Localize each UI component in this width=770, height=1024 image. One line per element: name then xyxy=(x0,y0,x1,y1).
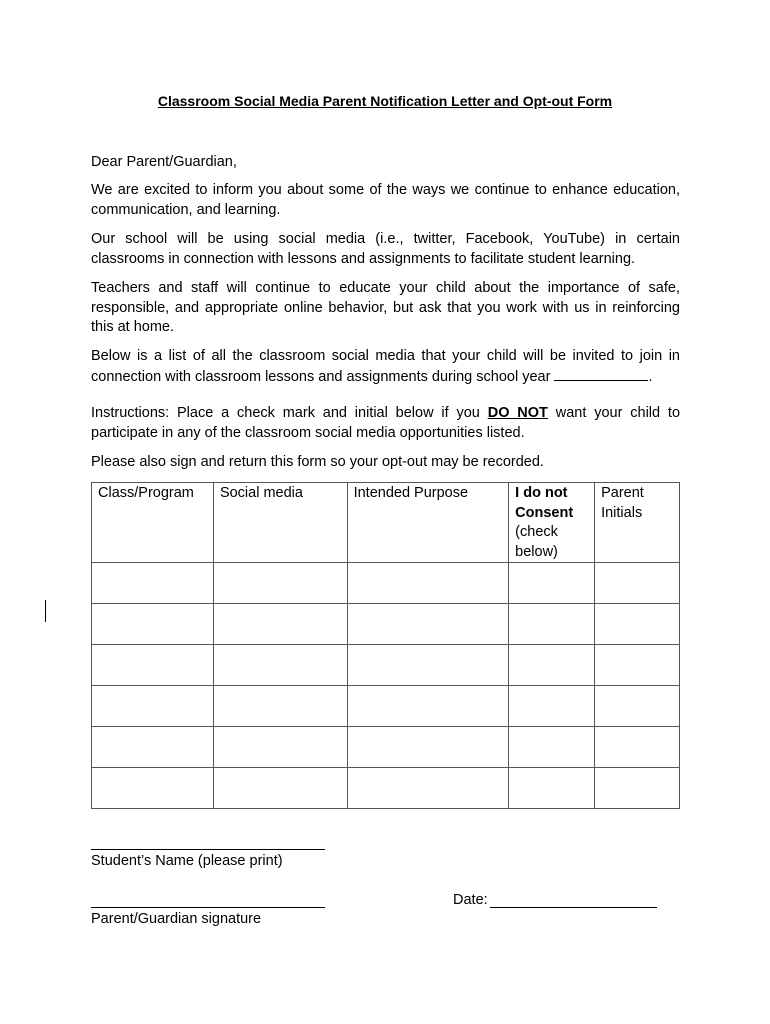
cell-intended-purpose[interactable] xyxy=(347,604,509,645)
table-row xyxy=(92,604,680,645)
cell-social-media[interactable] xyxy=(213,727,347,768)
cell-class-program[interactable] xyxy=(92,604,214,645)
cell-social-media[interactable] xyxy=(213,645,347,686)
cell-parent-initials[interactable] xyxy=(595,727,680,768)
social-media-line-1: Our school will be using social media (i.e., twitter, Facebook, YouTube) in certain xyxy=(91,231,680,247)
cell-no-consent-check[interactable] xyxy=(509,686,595,727)
cell-no-consent-check[interactable] xyxy=(509,645,595,686)
behavior-line-1: Teachers and staff will continue to educate your child about the importance of safe, xyxy=(91,280,680,296)
table-row xyxy=(92,686,680,727)
cell-social-media[interactable] xyxy=(213,768,347,809)
instructions-line-2: participate in any of the classroom social media opportunities listed. xyxy=(91,424,525,441)
cell-class-program[interactable] xyxy=(92,645,214,686)
text-cursor xyxy=(45,600,46,622)
header-parent-initials: Parent Initials xyxy=(595,483,680,563)
cell-no-consent-check[interactable] xyxy=(509,768,595,809)
cell-parent-initials[interactable] xyxy=(595,604,680,645)
instructions-line-1 xyxy=(91,404,680,424)
cell-social-media[interactable] xyxy=(213,604,347,645)
social-media-paragraph xyxy=(91,230,680,269)
header-no-consent-note: (check below) xyxy=(515,524,558,560)
parent-signature-line[interactable] xyxy=(91,907,325,908)
table-header-row xyxy=(92,483,680,563)
student-name-label: Student’s Name (please print) xyxy=(91,853,283,869)
cell-parent-initials[interactable] xyxy=(595,686,680,727)
list-line-1: Below is a list of all the classroom social media that your child will be invited to join in xyxy=(91,348,680,364)
cell-parent-initials[interactable] xyxy=(595,563,680,604)
cell-social-media[interactable] xyxy=(213,686,347,727)
intro-line-1: We are excited to inform you about some of the ways we continue to enhance education, xyxy=(91,182,680,198)
sign-request: Please also sign and return this form so your opt-out may be recorded. xyxy=(91,454,544,470)
list-paragraph xyxy=(91,347,680,387)
opt-out-table xyxy=(91,482,680,809)
header-social-media: Social media xyxy=(213,483,347,563)
cell-class-program[interactable] xyxy=(92,686,214,727)
header-class-program: Class/Program xyxy=(92,483,214,563)
cell-intended-purpose[interactable] xyxy=(347,686,509,727)
cell-parent-initials[interactable] xyxy=(595,768,680,809)
cell-parent-initials[interactable] xyxy=(595,645,680,686)
cell-no-consent-check[interactable] xyxy=(509,604,595,645)
header-intended-purpose: Intended Purpose xyxy=(347,483,509,563)
header-no-consent xyxy=(509,483,595,563)
header-no-consent-label: I do not Consent xyxy=(515,485,574,521)
cell-class-program[interactable] xyxy=(92,768,214,809)
instructions-paragraph xyxy=(91,404,680,443)
parent-signature-label: Parent/Guardian signature xyxy=(91,911,262,927)
cell-no-consent-check[interactable] xyxy=(509,563,595,604)
form-title: Classroom Social Media Parent Notification Letter and Opt-out Form xyxy=(157,93,613,109)
cell-intended-purpose[interactable] xyxy=(347,645,509,686)
table-row xyxy=(92,645,680,686)
intro-paragraph xyxy=(91,181,680,220)
table-row xyxy=(92,563,680,604)
cell-intended-purpose[interactable] xyxy=(347,768,509,809)
cell-class-program[interactable] xyxy=(92,727,214,768)
intro-line-2: communication, and learning. xyxy=(91,201,281,218)
student-name-line[interactable] xyxy=(91,849,325,850)
cell-class-program[interactable] xyxy=(92,563,214,604)
social-media-line-2: classrooms in connection with lessons and assignments to facilitate student learning. xyxy=(91,250,636,267)
cell-intended-purpose[interactable] xyxy=(347,563,509,604)
list-line-2-end: . xyxy=(648,368,653,385)
behavior-line-2: responsible, and appropriate online behavior, but ask that you work with us in reinforcing xyxy=(91,299,680,316)
cell-social-media[interactable] xyxy=(213,563,347,604)
list-line-2 xyxy=(91,367,680,388)
behavior-paragraph xyxy=(91,279,680,338)
instructions-post: want your child to xyxy=(555,405,681,421)
cell-intended-purpose[interactable] xyxy=(347,727,509,768)
table-row xyxy=(92,727,680,768)
instructions-pre: Instructions: Place a check mark and initial below if you xyxy=(91,405,480,421)
date-label: Date: xyxy=(453,892,488,908)
do-not-emphasis: DO NOT xyxy=(487,405,548,421)
list-line-2-text: connection with classroom lessons and assignments during school year xyxy=(91,368,551,385)
behavior-line-3: this at home. xyxy=(91,319,175,335)
table-row xyxy=(92,768,680,809)
salutation: Dear Parent/Guardian, xyxy=(91,154,237,170)
date-line[interactable] xyxy=(490,907,657,908)
cell-no-consent-check[interactable] xyxy=(509,727,595,768)
school-year-blank[interactable] xyxy=(554,367,648,381)
